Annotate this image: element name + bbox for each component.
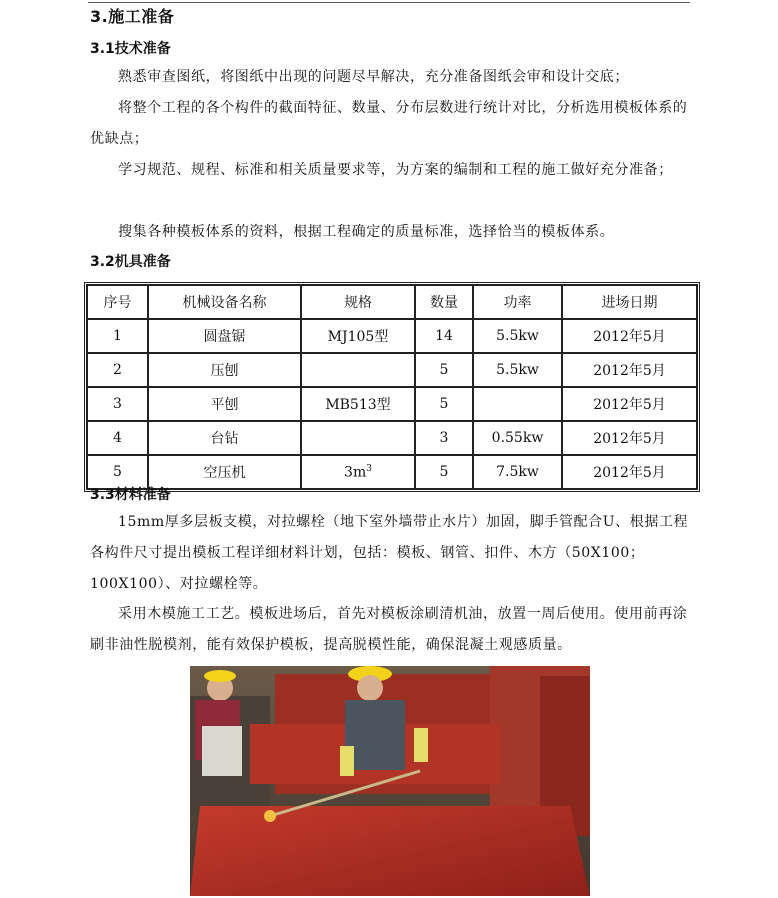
cell-index: 3 [87, 387, 148, 421]
workers-painting-formwork-photo [190, 666, 590, 896]
table-header-row [87, 285, 697, 319]
tech-paragraph-1: 熟悉审查图纸，将图纸中出现的问题尽早解决，充分准备图纸会审和设计交底； [118, 69, 629, 85]
table-row [87, 421, 697, 455]
cell-power: 7.5kw [473, 455, 562, 489]
tech-paragraph-2: 将整个工程的各个构件的截面特征、数量、分布层数进行统计对比，分析选用模板体系的优缺点； [90, 100, 688, 147]
cell-date: 2012年5月 [562, 387, 697, 421]
cell-name: 平刨 [148, 387, 301, 421]
cell-qty: 3 [415, 421, 473, 455]
cell-power: 5.5kw [473, 319, 562, 353]
machinery-table [84, 282, 700, 492]
cell-index: 1 [87, 319, 148, 353]
cell-name: 空压机 [148, 455, 301, 489]
cell-name: 台钻 [148, 421, 301, 455]
cell-spec: MB513型 [301, 387, 415, 421]
table-row [87, 387, 697, 421]
cell-spec [301, 421, 415, 455]
tech-prep-heading: 3.1技术准备 [90, 41, 171, 57]
cell-date: 2012年5月 [562, 421, 697, 455]
table-row [87, 455, 697, 489]
cell-spec-text: 3m [344, 464, 367, 481]
col-header-qty: 数量 [415, 285, 473, 319]
cell-name: 圆盘锯 [148, 319, 301, 353]
cell-index: 4 [87, 421, 148, 455]
cell-qty: 14 [415, 319, 473, 353]
materials-paragraph-1: 15mm厚多层板支模，对拉螺栓（地下室外墙带止水片）加固，脚手管配合U、根据工程各构件尺寸提出模板工程详细材料计划，包括：模板、钢管、扣件、木方（50X100；100X100）、对拉螺栓等。 [90, 514, 689, 592]
cell-qty: 5 [415, 353, 473, 387]
cell-spec-superscript: 3 [366, 463, 372, 474]
cell-power: 0.55kw [473, 421, 562, 455]
section-title: 3.施工准备 [90, 7, 175, 26]
cell-index: 2 [87, 353, 148, 387]
materials-paragraph-2: 采用木模施工工艺。模板进场后，首先对模板涂刷清机油，放置一周后使用。使用前再涂刷非油性脱模剂，能有效保护模板，提高脱模性能，确保混凝土观感质量。 [90, 606, 688, 653]
machinery-heading: 3.2机具准备 [90, 254, 171, 270]
tech-paragraph-4: 搜集各种模板体系的资料，根据工程确定的质量标准，选择恰当的模板体系。 [118, 224, 615, 240]
cell-qty: 5 [415, 387, 473, 421]
table-row [87, 319, 697, 353]
cell-date: 2012年5月 [562, 455, 697, 489]
col-header-power: 功率 [473, 285, 562, 319]
col-header-index: 序号 [87, 285, 148, 319]
cell-spec: MJ105型 [301, 319, 415, 353]
table-row [87, 353, 697, 387]
cell-spec [301, 455, 415, 489]
col-header-date: 进场日期 [562, 285, 697, 319]
cell-name: 压刨 [148, 353, 301, 387]
tech-paragraph-3: 学习规范、规程、标准和相关质量要求等，为方案的编制和工程的施工做好充分准备； [118, 162, 673, 178]
photo-illustration [190, 666, 590, 896]
cell-power [473, 387, 562, 421]
cell-spec [301, 353, 415, 387]
cell-power: 5.5kw [473, 353, 562, 387]
cell-date: 2012年5月 [562, 319, 697, 353]
cell-index: 5 [87, 455, 148, 489]
cell-date: 2012年5月 [562, 353, 697, 387]
materials-heading: 3.3材料准备 [90, 487, 171, 503]
col-header-name: 机械设备名称 [148, 285, 301, 319]
col-header-spec: 规格 [301, 285, 415, 319]
top-rule [88, 2, 690, 3]
cell-qty: 5 [415, 455, 473, 489]
